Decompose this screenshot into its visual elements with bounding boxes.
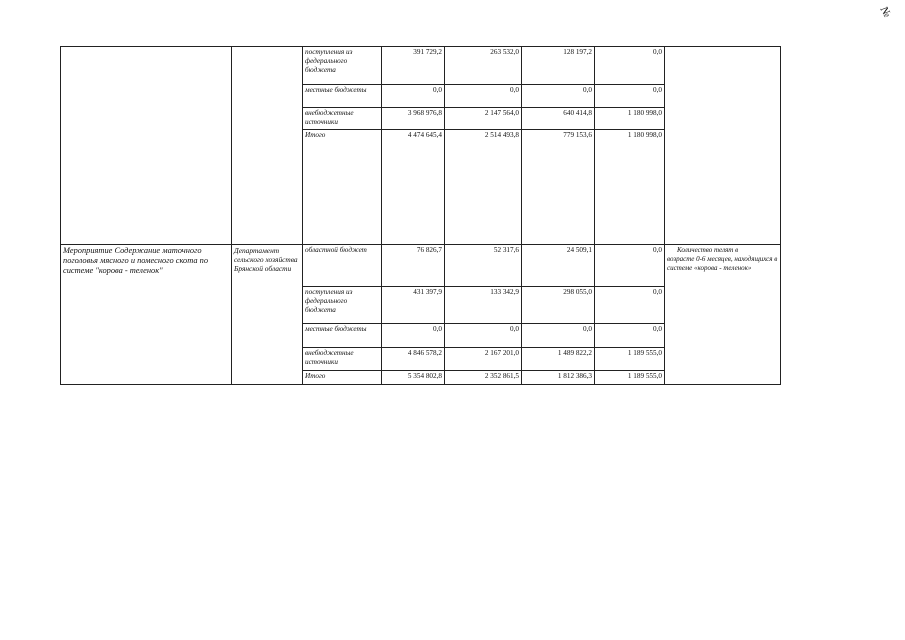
table-row [61, 245, 781, 287]
responsible-department: Департамент сельского хозяйства Брянской области [232, 245, 303, 385]
value-cell: 2 167 201,0 [445, 348, 522, 371]
value-cell: 263 532,0 [445, 47, 522, 85]
value-cell: 2 352 861,5 [445, 371, 522, 385]
indicator-line: Количество телят в [677, 246, 739, 254]
value-cell: 2 147 564,0 [445, 108, 522, 130]
value-cell: 0,0 [445, 324, 522, 348]
value-cell: 1 812 386,3 [522, 371, 595, 385]
value-cell: 1 489 822,2 [522, 348, 595, 371]
value-cell: 2 514 493,8 [445, 130, 522, 245]
value-cell: 1 180 998,0 [595, 130, 665, 245]
value-cell: 0,0 [595, 85, 665, 108]
value-cell: 24 509,1 [522, 245, 595, 287]
value-cell: 0,0 [522, 324, 595, 348]
indicator-text: возрасте 0-6 месяцев, находящихся в системе «корова - теленок» [667, 255, 778, 272]
value-cell: 0,0 [595, 47, 665, 85]
source-cell: местные бюджеты [303, 85, 382, 108]
value-cell: 0,0 [445, 85, 522, 108]
value-cell: 640 414,8 [522, 108, 595, 130]
value-cell: 779 153,6 [522, 130, 595, 245]
value-cell: 3 968 976,8 [382, 108, 445, 130]
source-cell: областной бюджет [303, 245, 382, 287]
value-cell: 0,0 [382, 324, 445, 348]
source-cell: внебюджетные источники [303, 108, 382, 130]
source-cell: местные бюджеты [303, 324, 382, 348]
value-cell: 0,0 [522, 85, 595, 108]
indicator-cell-continued [665, 47, 781, 245]
value-cell: 298 055,0 [522, 287, 595, 324]
value-cell: 431 397,9 [382, 287, 445, 324]
department-cell-continued [232, 47, 303, 245]
value-cell: 0,0 [595, 324, 665, 348]
measure-description: Мероприятие Содержание маточного поголовья мясного и помесного скота по системе "корова - теленок" [61, 245, 232, 385]
source-cell: внебюджетные источники [303, 348, 382, 371]
value-cell: 1 189 555,0 [595, 348, 665, 371]
value-cell: 5 354 802,8 [382, 371, 445, 385]
value-cell: 0,0 [382, 85, 445, 108]
source-cell: поступления из федерального бюджета [303, 287, 382, 324]
value-cell: 1 189 555,0 [595, 371, 665, 385]
value-cell: 52 317,6 [445, 245, 522, 287]
page-number-mark: № [877, 4, 894, 20]
value-cell: 133 342,9 [445, 287, 522, 324]
measure-cell-continued [61, 47, 232, 245]
value-cell: 128 197,2 [522, 47, 595, 85]
value-cell: 76 826,7 [382, 245, 445, 287]
value-cell: 0,0 [595, 245, 665, 287]
value-cell: 391 729,2 [382, 47, 445, 85]
value-cell: 1 180 998,0 [595, 108, 665, 130]
value-cell: 4 474 645,4 [382, 130, 445, 245]
target-indicator [665, 245, 781, 385]
source-cell: поступления из федерального бюджета [303, 47, 382, 85]
source-cell: Итого [303, 371, 382, 385]
value-cell: 0,0 [595, 287, 665, 324]
value-cell: 4 846 578,2 [382, 348, 445, 371]
source-cell: Итого [303, 130, 382, 245]
budget-table [60, 46, 781, 385]
table-row [61, 47, 781, 85]
